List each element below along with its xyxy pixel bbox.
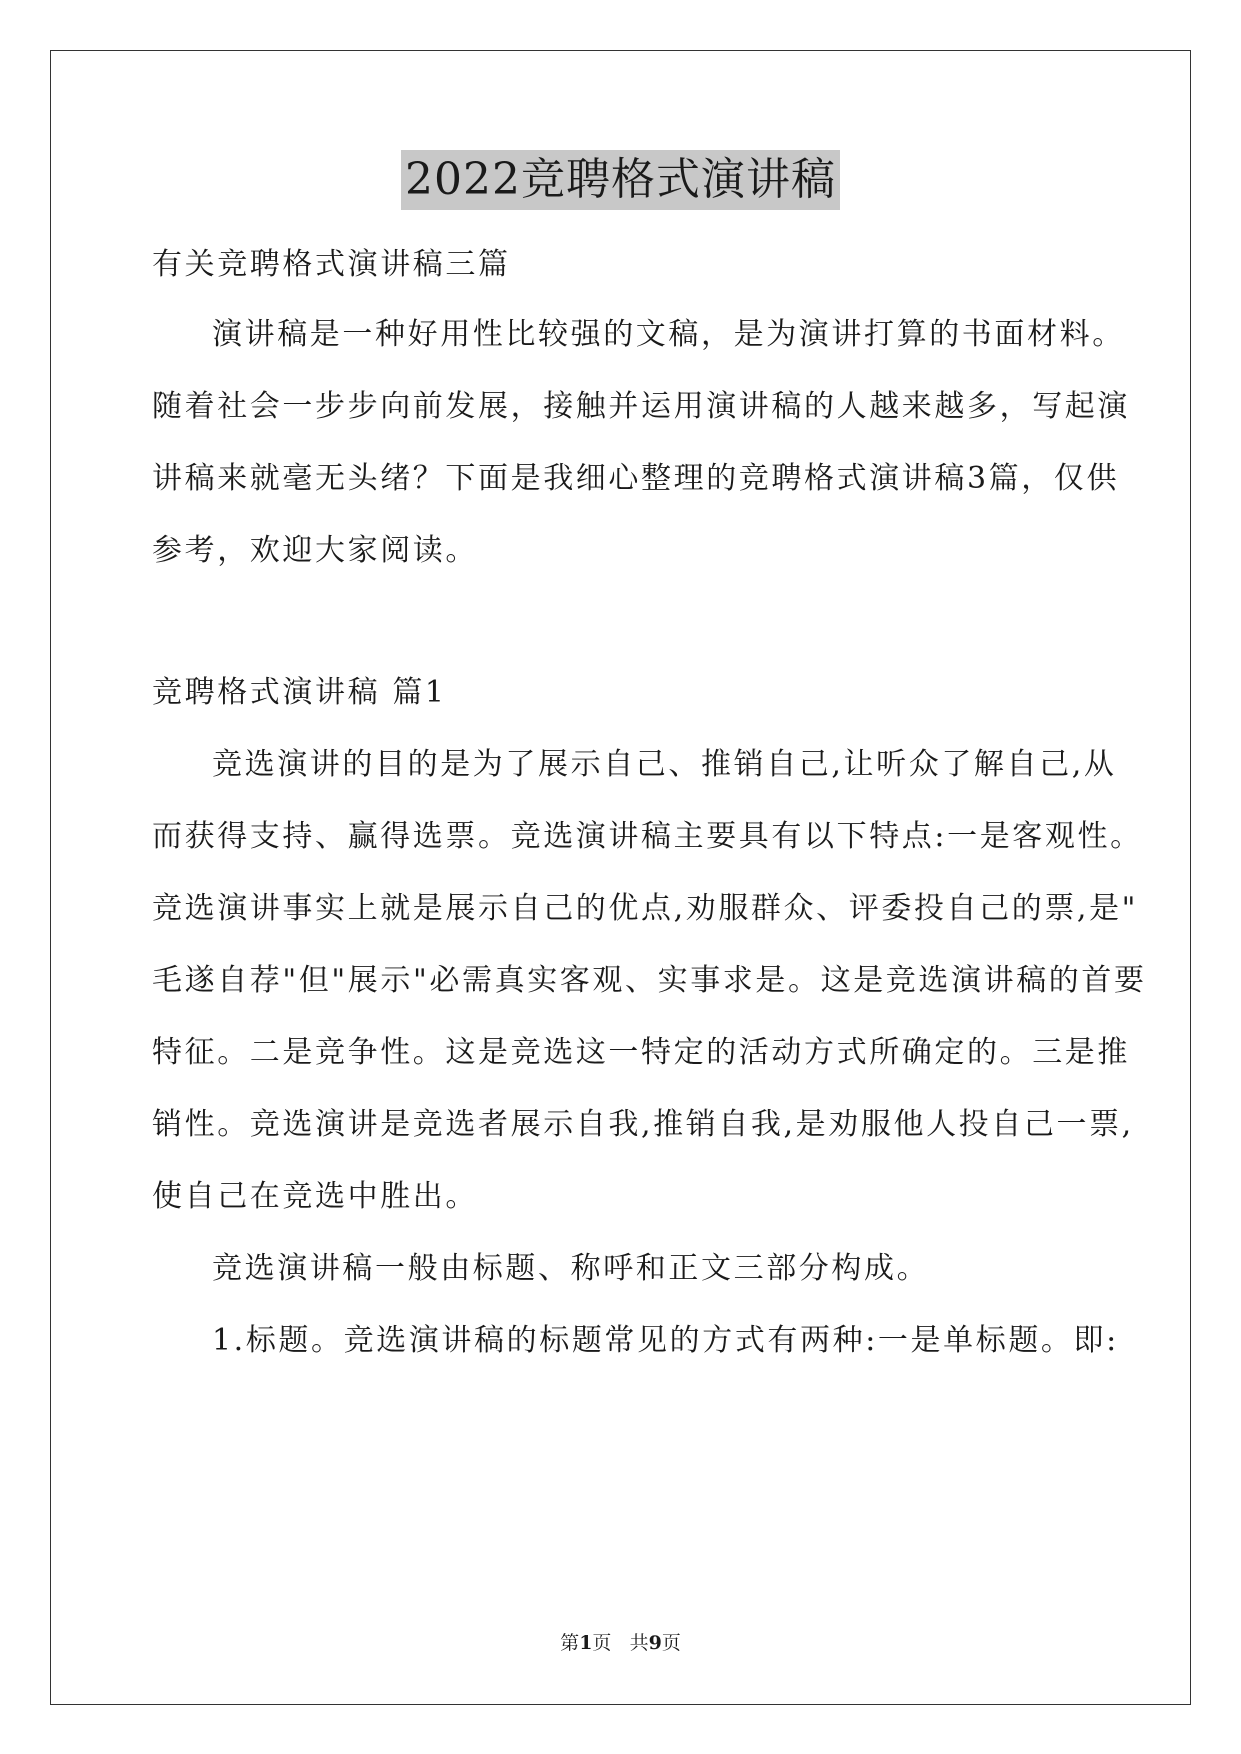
intro-line: 参考，欢迎大家阅读。	[152, 533, 478, 568]
paragraph-line: 竞选演讲的目的是为了展示自己、推销自己,让听众了解自己,从	[212, 747, 1117, 782]
page-footer	[0, 1630, 1241, 1656]
paragraph-line: 竞选演讲稿一般由标题、称呼和正文三部分构成。	[212, 1251, 930, 1286]
paragraph-line: 毛遂自荐"但"展示"必需真实客观、实事求是。这是竞选演讲稿的首要	[152, 963, 1147, 998]
intro-line: 演讲稿是一种好用性比较强的文稿，是为演讲打算的书面材料。	[212, 317, 1125, 352]
paragraph-line: 使自己在竞选中胜出。	[152, 1179, 478, 1214]
paragraph-line: 特征。二是竞争性。这是竞选这一特定的活动方式所确定的。三是推	[152, 1035, 1130, 1070]
page-border	[50, 50, 1191, 1705]
total-pages-number: 9	[648, 1632, 662, 1654]
intro-line: 讲稿来就毫无头绪？下面是我细心整理的竞聘格式演讲稿3篇，仅供	[152, 461, 1120, 496]
paragraph-line: 1.标题。竞选演讲稿的标题常见的方式有两种:一是单标题。即:	[212, 1323, 1119, 1358]
document-title: 2022竞聘格式演讲稿	[401, 150, 840, 210]
footer-prefix: 第	[560, 1632, 580, 1654]
footer-total-suffix: 页	[661, 1632, 681, 1654]
current-page-number: 1	[579, 1632, 593, 1654]
intro-line: 随着社会一步步向前发展，接触并运用演讲稿的人越来越多，写起演	[152, 389, 1130, 424]
document-subtitle: 有关竞聘格式演讲稿三篇	[152, 247, 511, 282]
title-container	[0, 150, 1241, 210]
footer-total-prefix: 共	[629, 1632, 649, 1654]
section-heading: 竞聘格式演讲稿 篇1	[152, 675, 447, 710]
paragraph-line: 竞选演讲事实上就是展示自己的优点,劝服群众、评委投自己的票,是"	[152, 891, 1139, 926]
paragraph-line: 销性。竞选演讲是竞选者展示自我,推销自我,是劝服他人投自己一票,	[152, 1107, 1134, 1142]
footer-page-suffix: 页	[592, 1632, 612, 1654]
paragraph-line: 而获得支持、赢得选票。竞选演讲稿主要具有以下特点:一是客观性。	[152, 819, 1143, 854]
